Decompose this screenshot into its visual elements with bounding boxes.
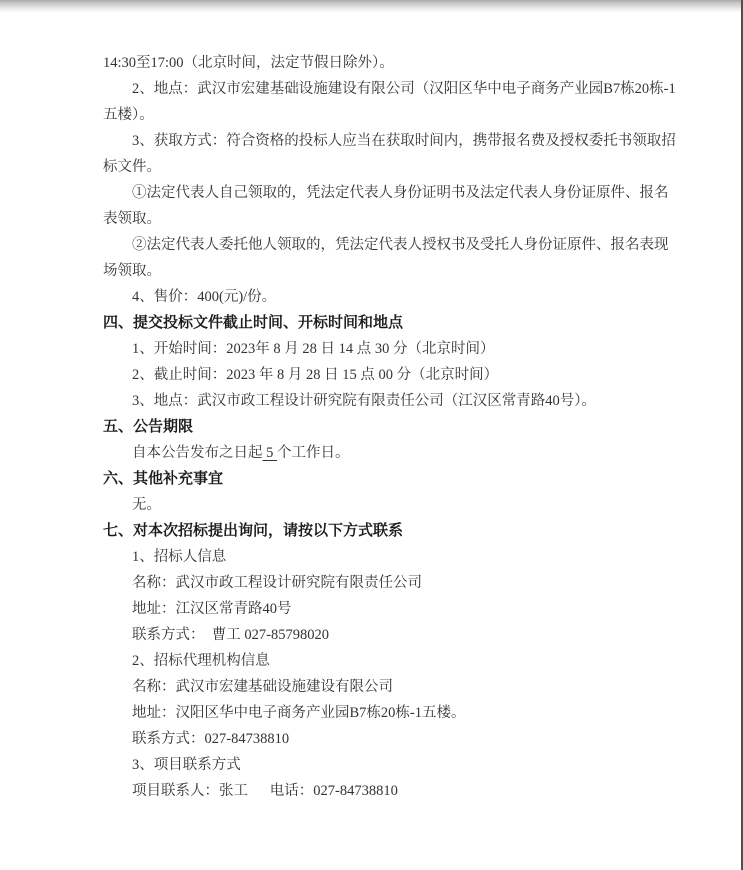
text-line: 名称：武汉市宏建基础设施建设有限公司 — [132, 679, 393, 695]
text-line: 地址：江汉区常青路40号 — [132, 601, 292, 617]
text-line: 2、地点：武汉市宏建基础设施建设有限公司（汉阳区华中电子商务产业园B7栋20栋-1 — [132, 81, 676, 97]
section-heading: 四、提交投标文件截止时间、开标时间和地点 — [103, 314, 404, 331]
text-line: ②法定代表人委托他人领取的，凭法定代表人授权书及受托人身份证原件、报名表现 — [132, 237, 669, 253]
text-line: 1、开始时间：2023年 8 月 28 日 14 点 30 分（北京时间） — [132, 341, 495, 357]
text-line: 无。 — [132, 497, 161, 513]
section-heading: 六、其他补充事宜 — [103, 470, 224, 487]
text-line: 五楼）。 — [103, 107, 154, 123]
text-line: ①法定代表人自己领取的，凭法定代表人身份证明书及法定代表人身份证原件、报名 — [132, 185, 669, 201]
text-line — [103, 440, 683, 466]
text-line: 1、招标人信息 — [132, 549, 227, 565]
text-line: 3、项目联系方式 — [132, 757, 241, 773]
section-heading: 七、对本次招标提出询问，请按以下方式联系 — [103, 522, 404, 539]
section-heading: 五、公告期限 — [103, 418, 194, 435]
underlined-value: 5 — [262, 445, 277, 461]
text-line: 地址：汉阳区华中电子商务产业园B7栋20栋-1五楼。 — [132, 705, 466, 721]
text-line: 标文件。 — [103, 159, 161, 175]
text-line: 表领取。 — [103, 211, 161, 227]
text-line: 场领取。 — [103, 263, 161, 279]
text-line: 2、招标代理机构信息 — [132, 653, 270, 669]
text-line: 名称：武汉市政工程设计研究院有限责任公司 — [132, 575, 422, 591]
text-line: 4、售价：400(元)/份。 — [132, 289, 277, 305]
text-line: 项目联系人：张工 电话：027-84738810 — [132, 783, 398, 799]
text-line: 联系方式： 曹工 027-85798020 — [132, 627, 329, 643]
text-line: 联系方式：027-84738810 — [132, 731, 290, 747]
document-body — [103, 50, 683, 804]
text-line: 2、截止时间：2023 年 8 月 28 日 15 点 00 分（北京时间） — [132, 367, 499, 383]
page-top-shadow — [0, 0, 743, 13]
text-segment: 个工作日。 — [277, 445, 350, 461]
text-line: 14:30至17:00（北京时间，法定节假日除外）。 — [103, 55, 394, 71]
text-line: 3、获取方式：符合资格的投标人应当在获取时间内，携带报名费及授权委托书领取招 — [132, 133, 676, 149]
text-line: 3、地点：武汉市政工程设计研究院有限责任公司（江汉区常青路40号）。 — [132, 393, 596, 409]
text-segment: 自本公告发布之日起 — [132, 445, 263, 461]
